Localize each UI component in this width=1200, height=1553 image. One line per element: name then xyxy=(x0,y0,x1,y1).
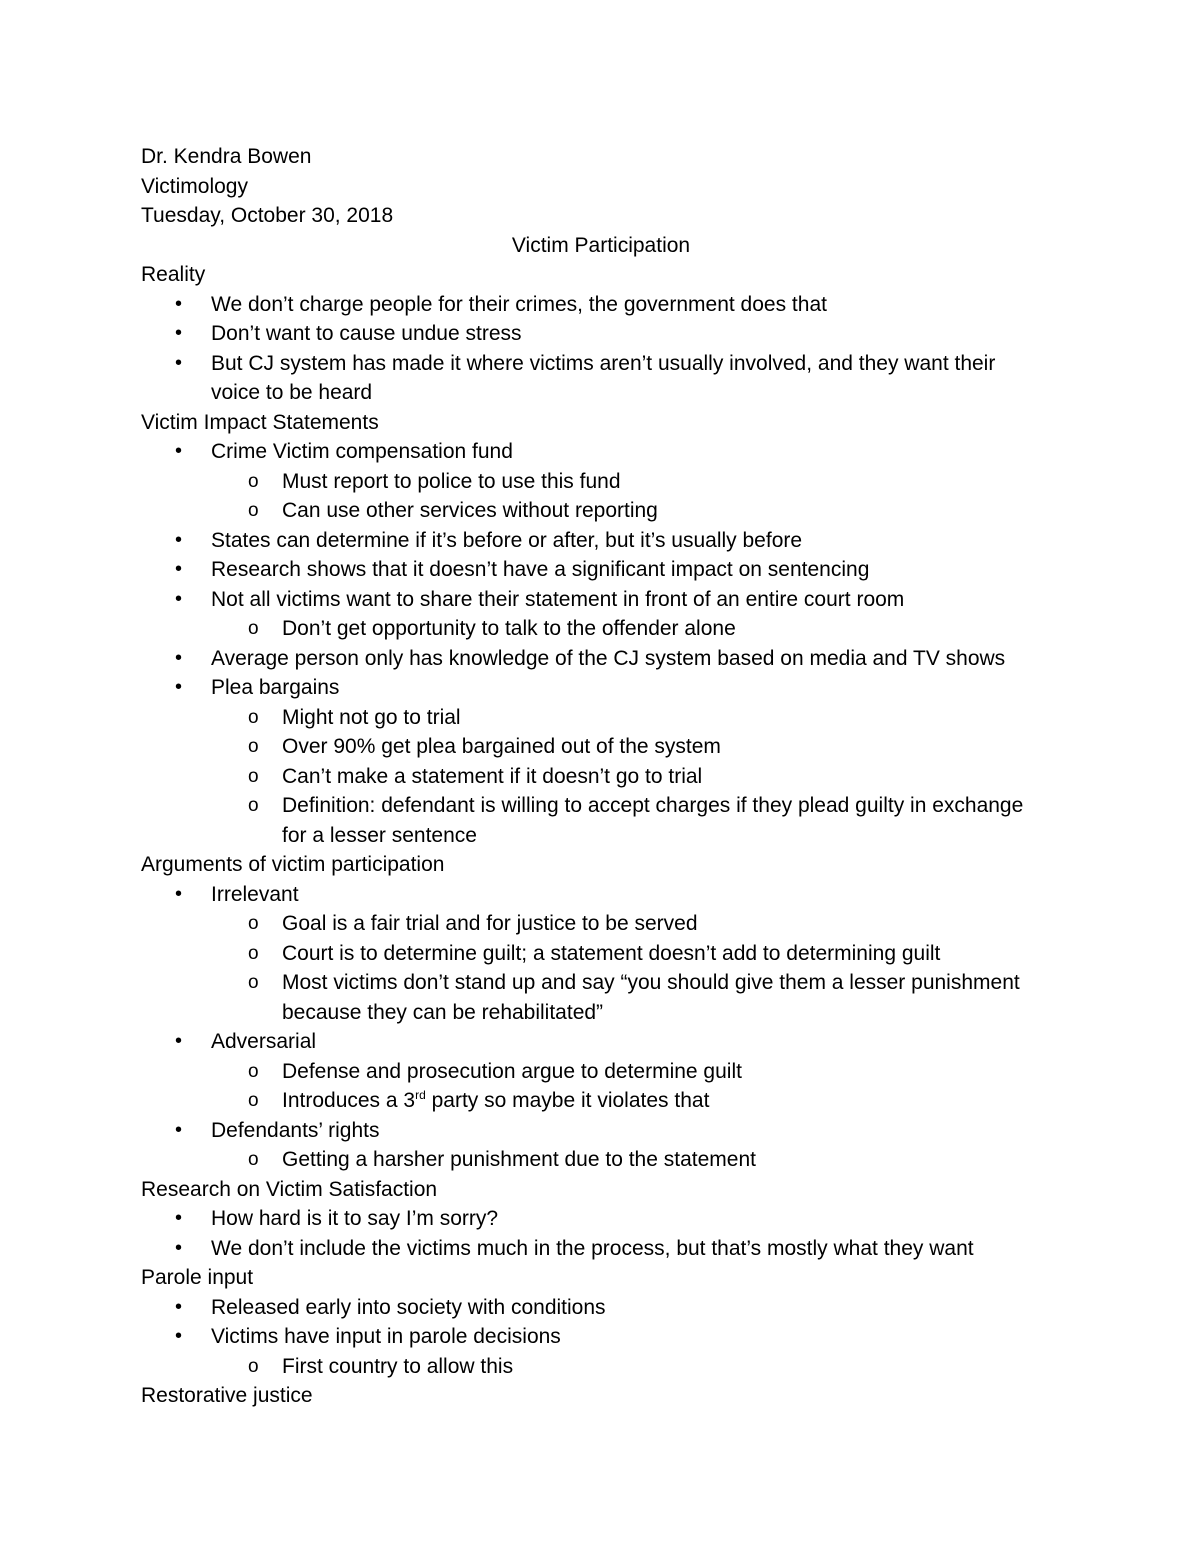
section-heading: Arguments of victim participation xyxy=(141,853,445,876)
bullet-list xyxy=(141,1204,1061,1263)
bullet-marker: • xyxy=(175,528,183,551)
sub-list-item-continuation xyxy=(141,998,1061,1028)
list-item-text: Released early into society with conditions xyxy=(211,1295,606,1319)
sub-bullet-marker: o xyxy=(248,1060,259,1082)
list-item-text: Most victims don’t stand up and say “you should give them a lesser punishment xyxy=(282,971,1020,994)
sub-bullet-marker: o xyxy=(248,706,259,728)
bullet-marker: • xyxy=(175,440,183,462)
section-heading: Victim Impact Statements xyxy=(141,410,379,434)
sub-list-item xyxy=(141,909,1061,939)
list-item-text: Over 90% get plea bargained out of the system xyxy=(282,735,721,758)
list-item xyxy=(141,437,1061,467)
list-item-text: Don’t want to cause undue stress xyxy=(211,322,522,345)
list-item-text: Can use other services without reporting xyxy=(282,499,658,522)
list-item xyxy=(141,555,1061,585)
list-item-text: voice to be heard xyxy=(211,381,373,404)
sub-bullet-marker: o xyxy=(248,470,259,492)
bullet-marker: • xyxy=(175,676,183,698)
list-item-text: Might not go to trial xyxy=(282,705,461,729)
section-heading: Research on Victim Satisfaction xyxy=(141,1177,438,1201)
bullet-marker: • xyxy=(175,1118,183,1141)
bullet-marker: • xyxy=(175,558,183,580)
list-item xyxy=(141,349,1061,379)
list-item-text: party so maybe it violates that xyxy=(425,1089,710,1112)
section-heading: Reality xyxy=(141,263,206,286)
bullet-list xyxy=(141,1293,1061,1382)
list-item xyxy=(141,644,1061,674)
list-item-text: Average person only has knowledge of the CJ system based on media and TV shows xyxy=(211,646,1006,670)
list-item-text: Must report to police to use this fund xyxy=(282,469,621,493)
list-item xyxy=(141,880,1061,910)
list-item-text: First country to allow this xyxy=(282,1354,514,1378)
list-item-text: Court is to determine guilt; a statement doesn’t add to determining guilt xyxy=(282,941,941,965)
course-line: Victimology xyxy=(141,174,248,198)
sub-list-item xyxy=(141,614,1061,644)
bullet-marker: • xyxy=(175,1030,183,1052)
bullet-marker: • xyxy=(175,351,183,374)
sub-list-item xyxy=(141,1145,1061,1175)
bullet-marker: • xyxy=(175,1325,183,1347)
list-item-continuation xyxy=(141,378,1061,408)
list-item-text: We don’t charge people for their crimes, the government does that xyxy=(211,292,827,316)
list-item-text: Irrelevant xyxy=(211,882,299,906)
list-item-text: Not all victims want to share their statement in front of an entire court room xyxy=(211,587,905,611)
sub-list-item xyxy=(141,939,1061,969)
bullet-marker: • xyxy=(175,646,183,669)
bullet-marker: • xyxy=(175,1295,183,1318)
bullet-marker: • xyxy=(175,1207,183,1229)
bullet-list xyxy=(141,437,1061,850)
sub-bullet-marker: o xyxy=(248,1355,259,1377)
date-line: Tuesday, October 30, 2018 xyxy=(141,204,394,227)
section-heading: Parole input xyxy=(141,1266,254,1289)
list-item xyxy=(141,1204,1061,1234)
sub-bullet-marker: o xyxy=(248,736,259,757)
sub-list-item xyxy=(141,1086,1061,1116)
list-item xyxy=(141,1027,1061,1057)
list-item xyxy=(141,290,1061,320)
document-body xyxy=(141,142,1061,1411)
sub-list-item xyxy=(141,791,1061,821)
sub-bullet-marker: o xyxy=(248,1090,259,1111)
sub-list-item xyxy=(141,968,1061,998)
bullet-marker: • xyxy=(175,1236,183,1259)
bullet-marker: • xyxy=(175,587,183,610)
sub-bullet-marker: o xyxy=(248,795,259,816)
list-item-text: Defendants’ rights xyxy=(211,1118,380,1142)
list-item-text: Goal is a fair trial and for justice to be served xyxy=(282,912,698,935)
list-item-text: Research shows that it doesn’t have a significant impact on sentencing xyxy=(211,558,870,581)
section-heading: Restorative justice xyxy=(141,1384,313,1407)
bullet-marker: • xyxy=(175,882,183,905)
list-item-text: States can determine if it’s before or after, but it’s usually before xyxy=(211,528,803,552)
bullet-marker: • xyxy=(175,292,183,315)
list-item xyxy=(141,585,1061,615)
list-item-text: How hard is it to say I’m sorry? xyxy=(211,1207,499,1230)
list-item-text: Adversarial xyxy=(211,1030,317,1053)
sub-list-item xyxy=(141,1352,1061,1382)
list-item-text: Victims have input in parole decisions xyxy=(211,1325,561,1348)
list-item xyxy=(141,319,1061,349)
list-item xyxy=(141,1322,1061,1352)
sub-list-item xyxy=(141,496,1061,526)
list-item-text: because they can be rehabilitated” xyxy=(282,1000,604,1024)
sub-bullet-marker: o xyxy=(248,913,259,934)
list-item-text: Introduces a 3 xyxy=(282,1089,416,1112)
bullet-list xyxy=(141,290,1061,408)
author-line: Dr. Kendra Bowen xyxy=(141,145,312,168)
document-title: Victim Participation xyxy=(511,233,691,257)
sub-list-item-continuation xyxy=(141,821,1061,851)
list-item xyxy=(141,1234,1061,1264)
list-item xyxy=(141,526,1061,556)
sub-list-item xyxy=(141,762,1061,792)
list-item xyxy=(141,1116,1061,1146)
list-item-text: Definition: defendant is willing to accept charges if they plead guilty in exchange xyxy=(282,794,1024,817)
bullet-marker: • xyxy=(175,322,183,344)
sub-list-item xyxy=(141,467,1061,497)
list-item-text: Getting a harsher punishment due to the statement xyxy=(282,1148,756,1171)
sub-bullet-marker: o xyxy=(248,500,259,521)
sub-list-item xyxy=(141,703,1061,733)
sub-bullet-marker: o xyxy=(248,1149,259,1170)
sub-bullet-marker: o xyxy=(248,618,259,639)
sub-list-item xyxy=(141,1057,1061,1087)
list-item xyxy=(141,1293,1061,1323)
list-item-text: Can’t make a statement if it doesn’t go to trial xyxy=(282,764,703,788)
list-item-text: for a lesser sentence xyxy=(282,823,477,847)
list-item-text: Defense and prosecution argue to determine guilt xyxy=(282,1059,742,1083)
bullet-list xyxy=(141,880,1061,1175)
list-item-text: But CJ system has made it where victims aren’t usually involved, and they want their xyxy=(211,351,996,375)
list-item xyxy=(141,673,1061,703)
sub-bullet-marker: o xyxy=(248,972,259,993)
superscript-suffix: rd xyxy=(415,1088,426,1102)
sub-bullet-marker: o xyxy=(248,942,259,964)
list-item-text: We don’t include the victims much in the process, but that’s mostly what they want xyxy=(211,1236,974,1260)
list-item-text: Plea bargains xyxy=(211,676,340,699)
sub-bullet-marker: o xyxy=(248,765,259,787)
list-item-text: Don’t get opportunity to talk to the offender alone xyxy=(282,617,736,640)
sub-list-item xyxy=(141,732,1061,762)
list-item-text: Crime Victim compensation fund xyxy=(211,440,513,463)
